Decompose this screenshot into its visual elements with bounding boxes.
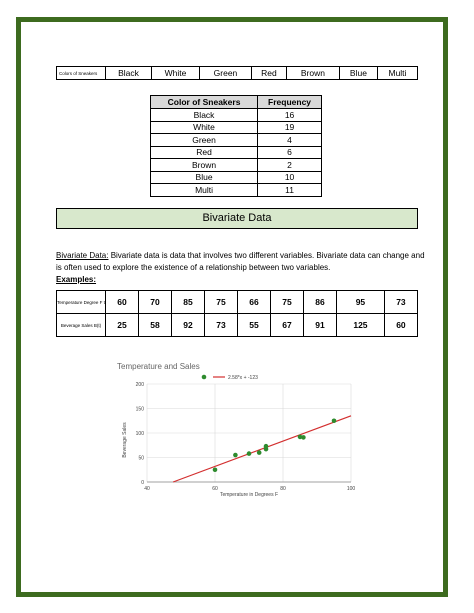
- data-point: [213, 467, 218, 472]
- table-row: [57, 291, 418, 314]
- table-cell: Blue: [339, 67, 377, 80]
- table-cell: 75: [205, 291, 238, 314]
- column-header: Frequency: [258, 96, 322, 109]
- table-cell: 60: [384, 314, 417, 337]
- table-cell: 10: [258, 171, 322, 184]
- table-cell: 91: [304, 314, 337, 337]
- y-axis-label: Beverage Sales: [122, 422, 128, 458]
- table-cell: Red: [151, 146, 258, 159]
- table-row: [151, 184, 322, 197]
- row-header: Temperature Degree F t: [57, 291, 106, 314]
- examples-label: Examples:: [56, 275, 97, 284]
- points-group: [213, 418, 337, 472]
- table-cell: Red: [251, 67, 286, 80]
- trendline: [173, 416, 351, 482]
- table-cell: White: [152, 67, 200, 80]
- table-cell: 70: [139, 291, 172, 314]
- sneaker-colors-table: [56, 66, 418, 80]
- table-cell: 95: [337, 291, 385, 314]
- data-point: [233, 453, 238, 458]
- table-cell: 19: [258, 121, 322, 134]
- table-row: [151, 171, 322, 184]
- y-tick-label: 0: [141, 479, 144, 486]
- row-header: Colors of Sneakers: [57, 67, 106, 80]
- y-tick-label: 200: [135, 381, 144, 388]
- y-ticks: [136, 382, 145, 486]
- table-cell: White: [151, 121, 258, 134]
- table-cell: 55: [238, 314, 271, 337]
- y-tick-label: 50: [138, 455, 144, 462]
- x-tick-label: 60: [212, 486, 218, 492]
- grid: [147, 384, 351, 482]
- definition-paragraph: [56, 250, 426, 286]
- table-cell: 11: [258, 184, 322, 197]
- table-cell: Brown: [151, 159, 258, 172]
- x-tick-label: 100: [346, 486, 356, 492]
- table-row: [151, 109, 322, 122]
- table-row: [151, 146, 322, 159]
- table-row: [151, 121, 322, 134]
- table-cell: Black: [151, 109, 258, 122]
- table-cell: 60: [106, 291, 139, 314]
- table-cell: 75: [271, 291, 304, 314]
- table-cell: 58: [139, 314, 172, 337]
- scatter-chart: [113, 360, 359, 500]
- table-cell: 2: [258, 159, 322, 172]
- data-point: [264, 447, 269, 452]
- table-cell: Multi: [151, 184, 258, 197]
- table-cell: 67: [271, 314, 304, 337]
- chart-title: Temperature and Sales: [117, 362, 200, 371]
- table-cell: 92: [172, 314, 205, 337]
- trendline-group: [173, 416, 351, 482]
- table-cell: Black: [106, 67, 152, 80]
- row-header: Beverage Sales B(t): [57, 314, 106, 337]
- table-cell: Brown: [286, 67, 339, 80]
- table-cell: Green: [151, 134, 258, 147]
- table-cell: 86: [304, 291, 337, 314]
- table-cell: Blue: [151, 171, 258, 184]
- table-row: [151, 134, 322, 147]
- table-row: [151, 159, 322, 172]
- frequency-table: [150, 95, 322, 197]
- data-point: [257, 450, 262, 455]
- data-point: [301, 435, 306, 440]
- table-cell: 6: [258, 146, 322, 159]
- table-cell: 25: [106, 314, 139, 337]
- y-tick-label: 150: [135, 406, 144, 413]
- table-cell: 73: [205, 314, 238, 337]
- x-tick-label: 40: [144, 486, 150, 492]
- x-axis-label: Temperature in Degrees F: [219, 492, 279, 498]
- table-cell: 85: [172, 291, 205, 314]
- legend-marker: [202, 375, 207, 380]
- table-cell: 4: [258, 134, 322, 147]
- table-row: [57, 314, 418, 337]
- table-cell: 16: [258, 109, 322, 122]
- data-point: [247, 451, 252, 456]
- data-point: [332, 418, 337, 423]
- x-tick-label: 80: [280, 486, 286, 492]
- table-cell: Multi: [377, 67, 417, 80]
- definition-term: Bivariate Data:: [56, 251, 109, 260]
- table-cell: 73: [384, 291, 417, 314]
- column-header: Color of Sneakers: [151, 96, 258, 109]
- legend-label: 2.58*x + -123: [228, 375, 258, 381]
- section-title: Bivariate Data: [56, 208, 418, 229]
- y-tick-label: 100: [135, 430, 144, 437]
- table-cell: 125: [337, 314, 385, 337]
- definition-body: Bivariate data is data that involves two different variables. Bivariate data can change and is often used to explore the existence of a relationship between two variables.: [56, 251, 425, 272]
- bivariate-table: [56, 290, 418, 337]
- table-cell: 66: [238, 291, 271, 314]
- table-cell: Green: [199, 67, 251, 80]
